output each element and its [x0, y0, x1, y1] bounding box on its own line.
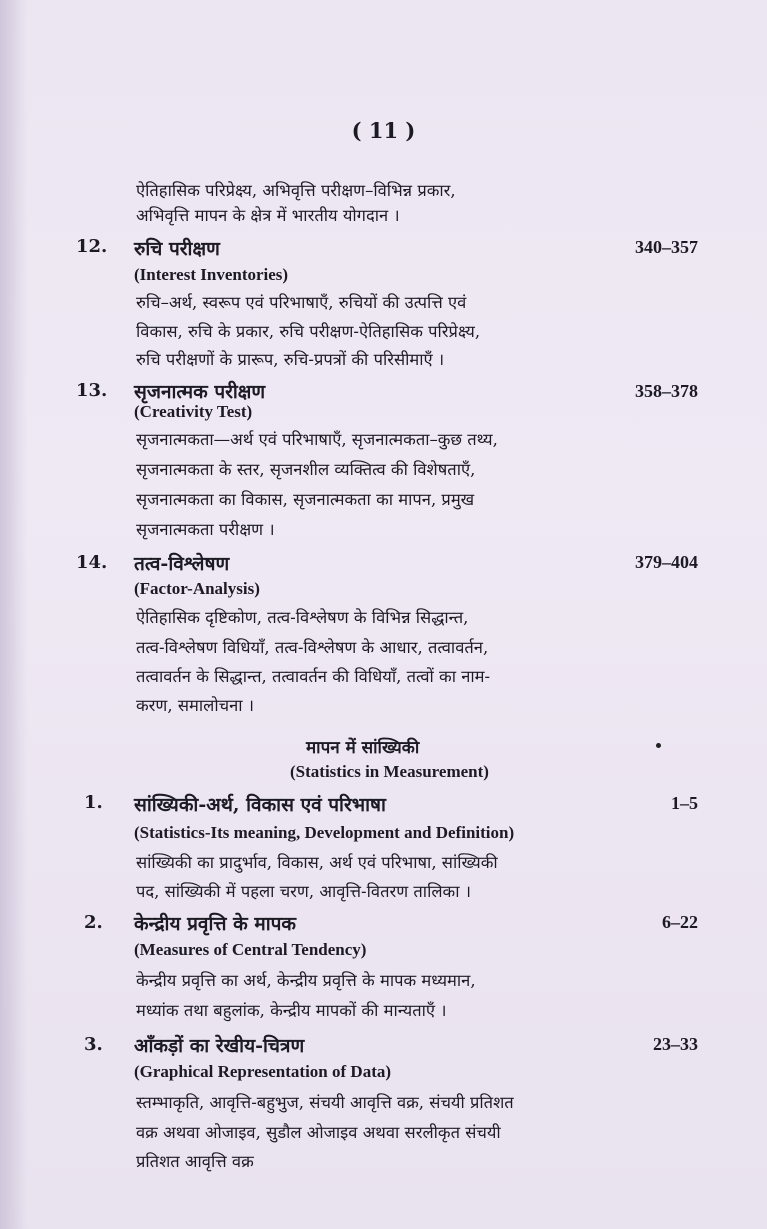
stat-entry-pages: 1–5	[671, 793, 698, 813]
stat-entry-english-title: (Graphical Representation of Data)	[134, 1062, 392, 1081]
stat-entry-line: केन्द्रीय प्रवृत्ति का अर्थ, केन्द्रीय प्रवृत्ति के मापक मध्यमान,	[136, 971, 476, 990]
stat-entry-line: सांख्यिकी का प्रादुर्भाव, विकास, अर्थ एवं परिभाषा, सांख्यिकी	[136, 853, 498, 872]
stat-entry-title: सांख्यिकी-अर्थ, विकास एवं परिभाषा	[134, 794, 386, 816]
entry-english-title: (Factor-Analysis)	[134, 579, 260, 598]
entry-line: ऐतिहासिक दृष्टिकोण, तत्व-विश्लेषण के विभिन्न सिद्धान्त,	[136, 608, 469, 627]
entry-english-title: (Interest Inventories)	[134, 265, 289, 284]
stat-entry-line: प्रतिशत आवृत्ति वक्र	[136, 1152, 254, 1171]
intro-line-2: अभिवृत्ति मापन के क्षेत्र में भारतीय योगदान ।	[136, 206, 400, 225]
stat-entry-number: 2.	[84, 912, 103, 933]
entry-line: सृजनात्मकता के स्तर, सृजनशील व्यक्तित्व की विशेषताएँ,	[136, 460, 476, 479]
entry-line: सृजनात्मकता परीक्षण ।	[136, 520, 275, 539]
entry-title: रुचि परीक्षण	[134, 238, 220, 260]
stat-entry-english-title: (Statistics-Its meaning, Development and Definition)	[134, 823, 515, 842]
entry-number: 14.	[76, 552, 108, 573]
entry-english-title: (Creativity Test)	[134, 402, 253, 421]
intro-line-1: ऐतिहासिक परिप्रेक्ष्य, अभिवृत्ति परीक्षण–विभिन्न प्रकार,	[136, 181, 456, 200]
stat-entry-number: 3.	[84, 1034, 103, 1055]
stat-entry-pages: 23–33	[653, 1034, 698, 1054]
entry-pages: 358–378	[635, 381, 698, 401]
entry-line: रुचि–अर्थ, स्वरूप एवं परिभाषाएँ, रुचियों की उत्पत्ति एवं	[136, 293, 467, 312]
stat-entry-number: 1.	[84, 792, 103, 813]
entry-line: करण, समालोचना ।	[136, 696, 255, 715]
entry-pages: 340–357	[635, 237, 698, 257]
section-heading-hindi: मापन में सांख्यिकी	[306, 738, 420, 758]
stat-entry-title: केन्द्रीय प्रवृत्ति के मापक	[134, 913, 297, 935]
entry-line: तत्व-विश्लेषण विधियाँ, तत्व-विश्लेषण के आधार, तत्वावर्तन,	[136, 638, 489, 657]
page-edge-shadow	[0, 0, 28, 1229]
section-heading-english: (Statistics in Measurement)	[290, 762, 489, 781]
entry-number: 12.	[76, 236, 108, 257]
page-number: ( 11 )	[351, 118, 416, 143]
stat-entry-line: वक्र अथवा ओजाइव, सुडौल ओजाइव अथवा सरलीकृत संचयी	[136, 1123, 501, 1142]
entry-number: 13.	[76, 380, 108, 401]
stat-entry-line: स्तम्भाकृति, आवृत्ति-बहुभुज, संचयी आवृत्ति वक्र, संचयी प्रतिशत	[136, 1093, 514, 1112]
entry-line: सृजनात्मकता—अर्थ एवं परिभाषाएँ, सृजनात्मकता–कुछ तथ्य,	[136, 430, 498, 449]
entry-line: तत्वावर्तन के सिद्धान्त, तत्वावर्तन की विधियाँ, तत्वों का नाम-	[136, 667, 491, 686]
stray-dot	[656, 743, 661, 748]
entry-line: सृजनात्मकता का विकास, सृजनात्मकता का मापन, प्रमुख	[136, 490, 475, 509]
stat-entry-line: पद, सांख्यिकी में पहला चरण, आवृत्ति-वितरण तालिका ।	[136, 882, 471, 901]
stat-entry-pages: 6–22	[662, 912, 698, 932]
stat-entry-english-title: (Measures of Central Tendency)	[134, 940, 367, 959]
entry-line: विकास, रुचि के प्रकार, रुचि परीक्षण-ऐतिहासिक परिप्रेक्ष्य,	[136, 322, 481, 341]
entry-line: रुचि परीक्षणों के प्रारूप, रुचि-प्रपत्रों की परिसीमाएँ ।	[136, 350, 445, 369]
stat-entry-line: मध्यांक तथा बहुलांक, केन्द्रीय मापकों की मान्यताएँ ।	[136, 1001, 447, 1020]
entry-title: सृजनात्मक परीक्षण	[134, 381, 266, 403]
entry-pages: 379–404	[635, 552, 698, 572]
stat-entry-title: आँकड़ों का रेखीय-चित्रण	[134, 1035, 305, 1057]
entry-title: तत्व-विश्लेषण	[134, 553, 230, 575]
